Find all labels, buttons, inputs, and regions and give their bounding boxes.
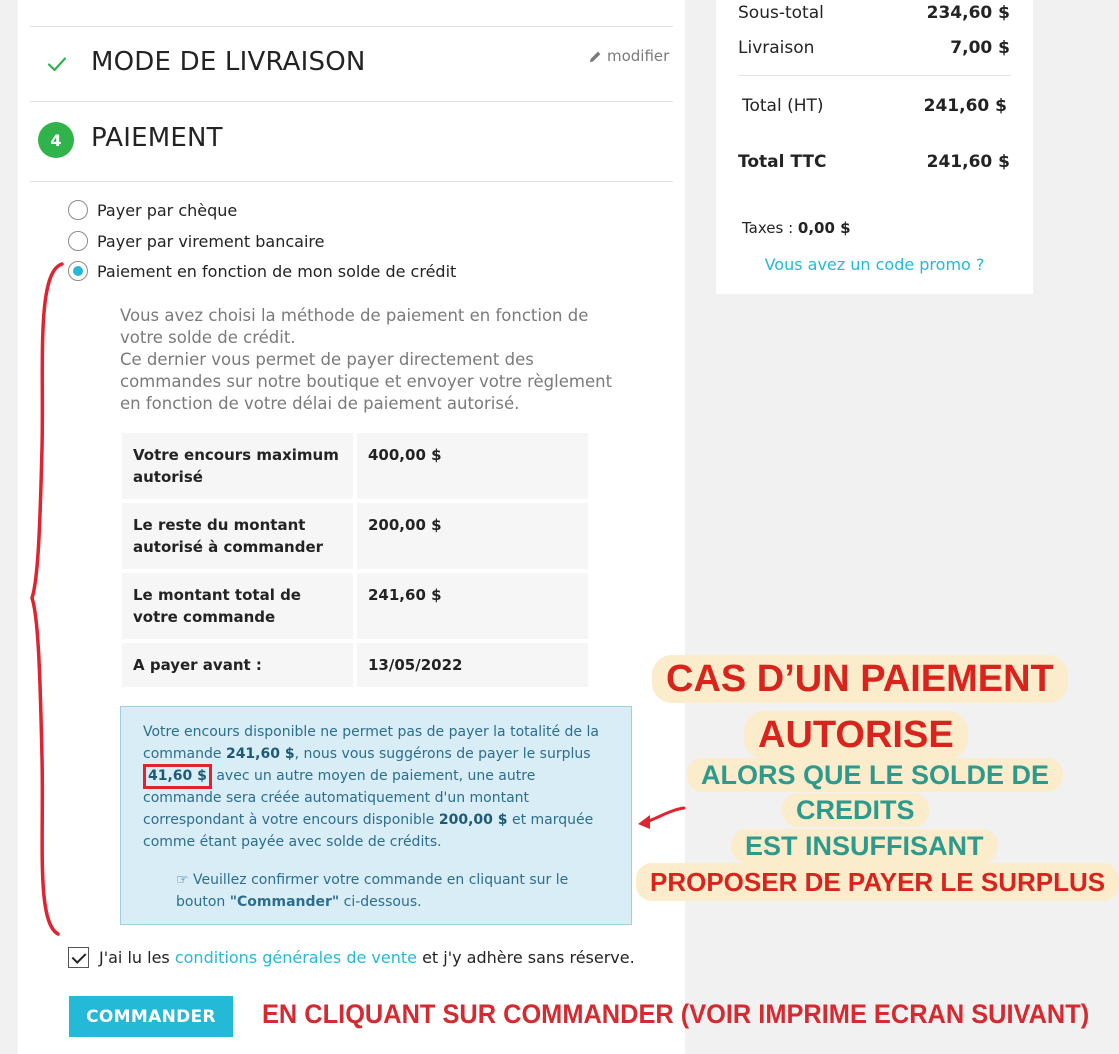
- confirm-instruction: [176, 869, 616, 913]
- info-text: Votre encours disponible ne permet pas de payer la totalité de la commande: [143, 724, 599, 762]
- description-line: Vous avez choisi la méthode de paiement en fonction de votre solde de crédit.: [120, 306, 589, 347]
- terms-text: [99, 948, 635, 967]
- annotation-subtitle-line: ALORS QUE LE SOLDE DE: [687, 758, 1063, 792]
- payment-option-cheque[interactable]: [68, 200, 237, 220]
- radio-button[interactable]: [68, 200, 88, 220]
- payment-method-description: [120, 305, 620, 415]
- table-cell-label: A payer avant :: [122, 643, 353, 687]
- table-cell-label: Votre encours maximum autorisé: [122, 433, 353, 499]
- radio-button-selected[interactable]: [68, 261, 88, 281]
- divider: [30, 181, 673, 182]
- pencil-icon: [588, 49, 603, 64]
- total-ttc-label: Total TTC: [738, 152, 827, 172]
- terms-suffix: et j'y adhère sans réserve.: [416, 948, 635, 967]
- payment-option-bank-transfer[interactable]: [68, 231, 324, 251]
- divider: [738, 75, 1011, 76]
- step-title-payment: PAIEMENT: [91, 123, 223, 153]
- curly-brace-annotation: [22, 258, 70, 940]
- table-cell-label: Le montant total de votre commande: [122, 573, 353, 639]
- check-icon: [45, 52, 69, 76]
- terms-row: [68, 947, 635, 968]
- order-total-amount: 241,60 $: [225, 746, 295, 762]
- table-cell-value: 400,00 $: [357, 433, 588, 499]
- available-credit-amount: 200,00 $: [438, 812, 508, 828]
- surplus-amount-highlight: 41,60 $: [143, 764, 212, 789]
- info-text: avec un autre moyen de paiement, une autre commande sera créée automatiquement d'un montant correspondant à votre encours disponible: [143, 768, 536, 828]
- description-line: Ce dernier vous permet de payer directement des commandes sur notre boutique et envoyer votre règlement en fonction de votre délai de paiement autorisé.: [120, 350, 613, 413]
- info-text: ci-dessous.: [339, 894, 422, 910]
- annotation-title-line: AUTORISE: [744, 711, 968, 759]
- info-text: , nous vous suggérons de payer le surplus: [294, 746, 591, 762]
- info-text: et marquée comme étant payée avec solde de crédits.: [143, 812, 594, 850]
- credit-warning-box: [120, 706, 632, 925]
- table-cell-value: 13/05/2022: [357, 643, 588, 687]
- promo-code-link[interactable]: Vous avez un code promo ?: [764, 255, 985, 274]
- hand-pointer-icon: ☞: [176, 872, 189, 888]
- confirm-button-name: "Commander": [229, 894, 340, 910]
- shipping-value: 7,00 $: [950, 38, 1010, 58]
- radio-button[interactable]: [68, 231, 88, 251]
- step-number-badge: 4: [38, 122, 74, 158]
- payment-option-credit-balance[interactable]: [68, 261, 456, 281]
- order-button[interactable]: COMMANDER: [69, 996, 233, 1037]
- total-ht-value: 241,60 $: [923, 96, 1007, 116]
- annotation-bottom-note: EN CLIQUANT SUR COMMANDER (VOIR IMPRIME ECRAN SUIVANT): [262, 999, 1090, 1029]
- subtotal-value: 234,60 $: [926, 3, 1010, 23]
- subtotal-label: Sous-total: [738, 3, 824, 23]
- shipping-label: Livraison: [738, 38, 815, 58]
- table-cell-value: 200,00 $: [357, 503, 588, 569]
- payment-option-label: Payer par virement bancaire: [97, 231, 325, 251]
- divider: [30, 26, 673, 27]
- divider: [30, 101, 673, 102]
- taxes-value: 0,00 $: [797, 219, 851, 237]
- annotation-subtitle-line: CREDITS: [782, 793, 929, 827]
- edit-label: modifier: [607, 47, 670, 65]
- total-ht-label: Total (HT): [742, 96, 824, 116]
- annotation-subtitle-line: PROPOSER DE PAYER LE SURPLUS: [636, 863, 1119, 901]
- arrow-icon: [636, 806, 686, 832]
- payment-option-label: Payer par chèque: [97, 200, 238, 220]
- edit-delivery-link[interactable]: [588, 47, 669, 65]
- credit-warning-text: [143, 721, 613, 853]
- annotation-subtitle-line: EST INSUFFISANT: [731, 829, 998, 863]
- annotation-title-line: CAS D’UN PAIEMENT: [652, 655, 1068, 703]
- info-text: Veuillez confirmer votre commande en cliquant sur le bouton: [176, 872, 569, 910]
- terms-checkbox[interactable]: [68, 947, 89, 968]
- payment-option-label: Paiement en fonction de mon solde de crédit: [97, 261, 457, 281]
- terms-prefix: J'ai lu les: [99, 948, 175, 967]
- terms-link[interactable]: conditions générales de vente: [174, 948, 417, 967]
- taxes-label: Taxes :: [742, 219, 798, 237]
- table-cell-value: 241,60 $: [357, 573, 588, 639]
- total-ttc-value: 241,60 $: [926, 152, 1010, 172]
- step-title-delivery: MODE DE LIVRAISON: [91, 47, 366, 77]
- table-cell-label: Le reste du montant autorisé à commander: [122, 503, 353, 569]
- taxes-row: [742, 219, 851, 237]
